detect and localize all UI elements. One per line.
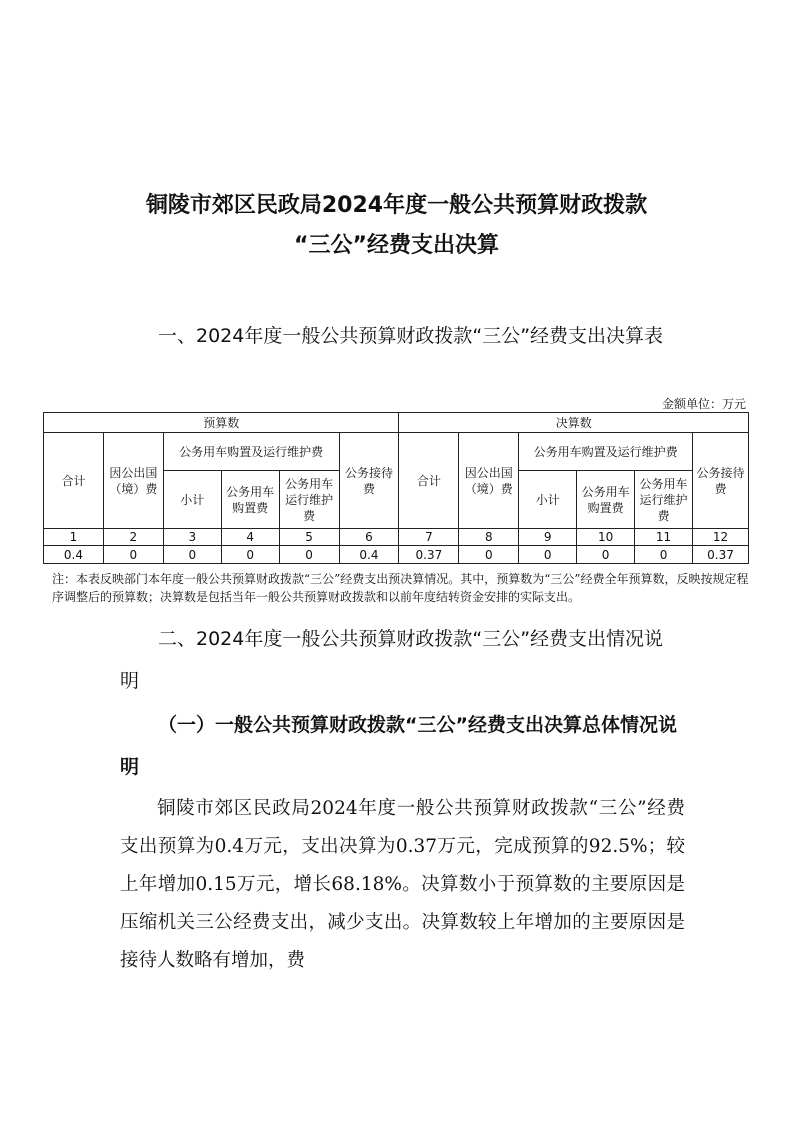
section1-heading: 一、2024年度一般公共预算财政拨款“三公”经费支出决算表 [158, 325, 664, 347]
final-vehicle-operation-header: 公务用车运行维护费 [635, 471, 693, 529]
col-number: 1 [44, 529, 104, 546]
col-number: 8 [459, 529, 519, 546]
unit-label: 金额单位：万元 [661, 397, 746, 411]
col-number: 2 [103, 529, 163, 546]
value-cell: 0.37 [692, 546, 748, 564]
section2-heading: 二、2024年度一般公共预算财政拨款“三公”经费支出情况说明 [120, 628, 664, 692]
budget-reception-header: 公务接待费 [339, 433, 399, 529]
budget-group-header: 预算数 [44, 413, 399, 433]
budget-abroad-header: 因公出国（境）费 [103, 433, 163, 529]
budget-total-header: 合计 [44, 433, 104, 529]
value-cell: 0 [459, 546, 519, 564]
col-number: 6 [339, 529, 399, 546]
final-subtotal-header: 小计 [519, 471, 577, 529]
value-cell: 0 [635, 546, 693, 564]
budget-subtotal-header: 小计 [163, 471, 221, 529]
budget-vehicle-operation-header: 公务用车运行维护费 [279, 471, 339, 529]
value-cell: 0 [519, 546, 577, 564]
final-group-header: 决算数 [399, 413, 749, 433]
table-note: 注：本表反映部门本年度一般公共预算财政拨款“三公”经费支出预决算情况。其中，预算数为“三公”经费全年预算数，反映按规定程序调整后的预算数；决算数是包括当年一般公共预算财政拨款和以前年度结转资金安排的实际支出。 [52, 572, 749, 604]
value-cell: 0 [163, 546, 221, 564]
three-public-expenses-table [43, 412, 749, 564]
col-number: 3 [163, 529, 221, 546]
value-cell: 0 [577, 546, 635, 564]
document-title-line2: “三公”经费支出决算 [294, 233, 499, 258]
value-cell: 0 [279, 546, 339, 564]
col-number: 5 [279, 529, 339, 546]
final-abroad-header: 因公出国（境）费 [459, 433, 519, 529]
budget-vehicle-purchase-header: 公务用车购置费 [221, 471, 279, 529]
value-cell: 0 [103, 546, 163, 564]
col-number: 12 [692, 529, 748, 546]
document-title-line1: 铜陵市郊区民政局2024年度一般公共预算财政拨款 [145, 193, 648, 218]
summary-paragraph: 铜陵市郊区民政局2024年度一般公共预算财政拨款“三公”经费支出预算为0.4万元，支出决算为0.37万元，完成预算的92.5%；较上年增加0.15万元，增长68.18%。决算数小于预算数的主要原因是压缩机关三公经费支出，减少支出。决算数较上年增加的主要原因是接待人数略有增加，费 [120, 798, 685, 971]
col-number: 11 [635, 529, 693, 546]
value-cell: 0.4 [44, 546, 104, 564]
value-cell: 0.4 [339, 546, 399, 564]
final-vehicle-purchase-header: 公务用车购置费 [577, 471, 635, 529]
budget-vehicle-group-header: 公务用车购置及运行维护费 [163, 433, 339, 471]
col-number: 4 [221, 529, 279, 546]
subsection1-heading: （一）一般公共预算财政拨款“三公”经费支出决算总体情况说明 [120, 714, 677, 778]
col-number: 9 [519, 529, 577, 546]
final-reception-header: 公务接待费 [692, 433, 748, 529]
value-cell: 0 [221, 546, 279, 564]
col-number: 10 [577, 529, 635, 546]
value-cell: 0.37 [399, 546, 459, 564]
final-total-header: 合计 [399, 433, 459, 529]
col-number: 7 [399, 529, 459, 546]
final-vehicle-group-header: 公务用车购置及运行维护费 [519, 433, 693, 471]
